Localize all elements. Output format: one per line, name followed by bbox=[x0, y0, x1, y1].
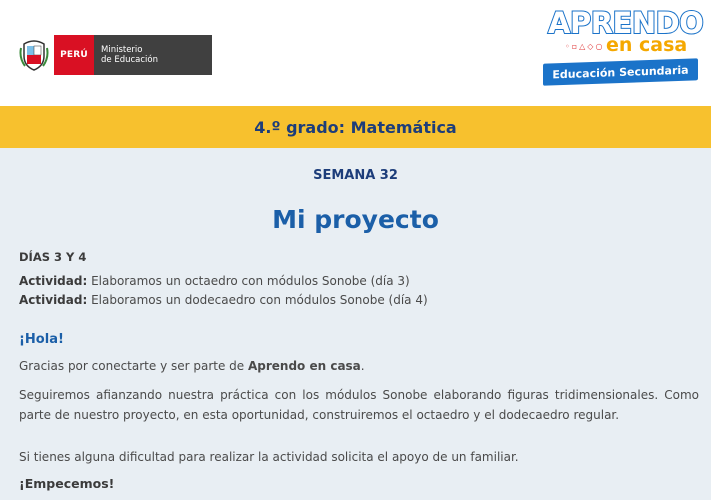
activity-line bbox=[19, 274, 410, 288]
brand-subtitle: en casa bbox=[606, 34, 688, 56]
activity-label: Actividad: bbox=[19, 293, 88, 307]
closing-heading: ¡Empecemos! bbox=[19, 476, 115, 491]
days-label: DÍAS 3 Y 4 bbox=[19, 250, 87, 264]
ministry-label bbox=[94, 35, 212, 75]
help-paragraph: Si tienes alguna dificultad para realizar la actividad solicita el apoyo de un familiar. bbox=[19, 450, 519, 464]
ministry-line-2: de Educación bbox=[101, 55, 158, 65]
peru-label: PERÚ bbox=[54, 35, 94, 75]
activity-text: Elaboramos un dodecaedro con módulos Sonobe (día 4) bbox=[87, 293, 428, 307]
brand-title: APRENDO bbox=[548, 6, 704, 40]
content-panel bbox=[0, 148, 711, 500]
government-logo bbox=[14, 35, 212, 75]
activity-label: Actividad: bbox=[19, 274, 88, 288]
intro-text: Gracias por conectarte y ser parte de bbox=[19, 359, 248, 373]
grade-bar bbox=[0, 106, 711, 148]
description-paragraph: Seguiremos afianzando nuestra práctica con los módulos Sonobe elaborando figuras tridimensionales. Como parte de nuestro proyecto, en esta oportunidad, construiremos el octaedro y el dodecaedro regular. bbox=[19, 388, 699, 422]
page-title: Mi proyecto bbox=[272, 205, 439, 234]
week-label: SEMANA 32 bbox=[313, 168, 398, 183]
ministry-line-1: Ministerio bbox=[101, 45, 143, 55]
activity-text: Elaboramos un octaedro con módulos Sonobe (día 3) bbox=[87, 274, 410, 288]
program-name: Aprendo en casa bbox=[247, 359, 361, 373]
activity-line bbox=[19, 293, 428, 307]
page-header bbox=[0, 0, 711, 106]
greeting: ¡Hola! bbox=[19, 332, 64, 347]
coat-of-arms-icon bbox=[14, 35, 54, 75]
intro-end: . bbox=[360, 359, 365, 373]
intro-paragraph bbox=[19, 356, 699, 376]
grade-title: 4.º grado: Matemática bbox=[254, 117, 457, 137]
brand-banner: Educación Secundaria bbox=[543, 58, 698, 85]
shapes-decoration-icon: ◦▫△◇○ bbox=[565, 42, 605, 51]
aprendo-en-casa-logo bbox=[543, 6, 704, 84]
